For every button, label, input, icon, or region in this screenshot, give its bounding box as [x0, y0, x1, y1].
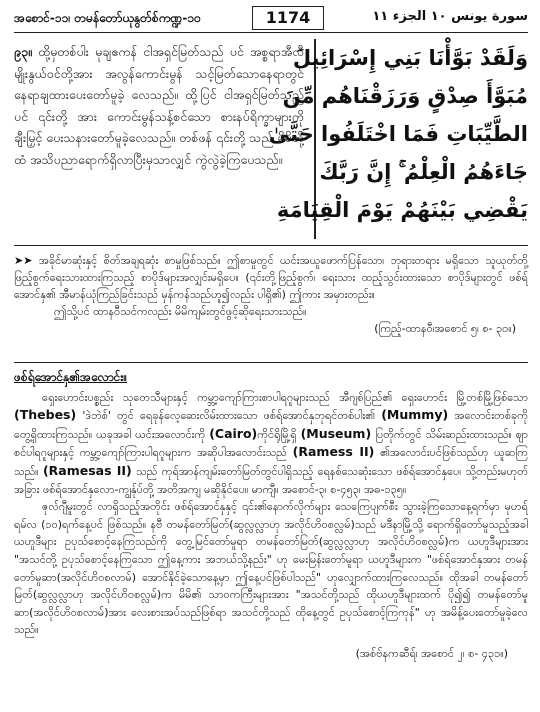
term-cairo: (Cairo): [209, 425, 258, 441]
verse-number: ၉၃။: [14, 44, 32, 59]
page-number: 1174: [252, 6, 324, 30]
text-run: သည် ကုရ်အာန်ကျမ်းတော်မြတ်တွင်ပါရှိသည့် ရေနစ်သေဆုံးသော ဖစ်ရ်အောင်နှပေ၊ သို့တည်းမဟုတ် အခြား ဖစ်ရ်အောင်နှလော-ကျွန်ုပ်တို့ အတိအကျ မဆိုနိုင်ပေ။ မာကျီ။ အစောင်-၃၊ စ-၄၅၃၊ အဓ-၁၃၅။: [14, 464, 529, 496]
commentary-citation: (အစ်ဗ်နကဆီရ်၊ အစောင် ၂၊ စ- ၄၃၁။): [355, 646, 508, 660]
footnote-citation: (ကြည့်-ထာနဝီ၊အစောင် ၅၊ စ- ၃၀။): [374, 322, 516, 335]
double-arrow-icon: ➤➤: [14, 254, 33, 267]
footnote-paragraph: [14, 252, 528, 303]
text-run: 'ဒဲဘဲစ်' တွင် ရေခုန်လေ့ဆေးလိမ်းထားသော ဖစ်ရ်အောင်နှဘုရင်တစ်ပါး၏: [82, 409, 376, 423]
section-title: ဖစ်ရ်အောင်နှ၏အလောင်း။: [14, 370, 128, 384]
page: [14, 6, 528, 706]
term-ramesas: (Ramesas II): [42, 462, 132, 478]
commentary-paragraph-1: [14, 389, 528, 499]
footnote-text: အခိုင်မာဆုံးနှင့် စိတ်အချရဆုံး စာမှုဖြစ်သည်။ ဤစာမှုတွင် ယင်းအယူဖောက်ပြန်သော၊ ဘုရားတရား မရှိသော သူယုတ်တို့ ဖြည့်စွက်ရေးသားထားကြသည့် စာပိုဒ်များအလျှင်းမရှိပေ။ (၎င်းတို့ဖြည့်စွက်၊ ရေးသား ထည့်သွင်းထားသော စာပိုဒ်များတွင် ဖစ်ရ်အောင်နှ၏ အီမာန်ယုံကြည်ခြင်းသည် မှန်ကန်သည်ဟူ၍လည်း ပါရှိ၏) ဤကား အမှားတည်း။: [14, 254, 528, 301]
text-run: ရှေးဟောင်းပစ္စည်း သုတေသီများနှင့် ကမ္ဘာ့ကျော်ကြားစာပါရဂူများသည် အီဂျစ်ပြည်၏ ရှေးဟောင်း မြို့တစ်မြို့ဖြစ်သော: [42, 390, 528, 404]
header-surah-label: سورة يونس ١٠ الجزء ١١: [372, 9, 528, 24]
commentary-paragraph-2: ဇုလ်ဂျီမှုးတွင် လာရှိသည့်အတိုင်း ဖစ်ရ်အောင်နှနှင့် ၎င်း၏နောက်လိုက်များ သေကြေပျက်စီး သွားခဲ့ကြသောနေ့ရက်မှာ မုဟရ်ရမ်လ (၁၀)ရက်နေ့ပင် ဖြစ်သည်။ နဗီ တမန်တော်မြတ်(ဆွလ္လလ္လာဟု အလိုင်ဟိဝစလ္လမ်)သည် မဒီနာမြို့သို့ ရောက်ရှိတော်မူသည့်အခါ ယဟူဒီများ ဥပုသ်စောင့်နေကြသည်ကို တွေ့မြင်တော်မူရာ တမန်တော်မြတ်(ဆွလ္လလ္လာဟု အလိုင်ဟိဝစလ္လမ်)က ယဟူဒီများအား "အသင်တို့ ဥပုသ်စောင့်နေကြသော ဤနေ့ကား အဘယ်သို့နည်း" ဟု မေးမြန်းတော်မူရာ ယဟူဒီများက "ဖစ်ရ်အောင်နှအား တမန်တော်မူဆာ(အလိုင်ဟိဝစလာမ်) အောင်နိုင်ခဲ့သောနေ့မှာ ဤနေ့ပင်ဖြစ်ပါသည်" ဟုလျှောက်ထားကြလေသည်။ ထိုအခါ တမန်တော်မြတ်(ဆွလ္လလ္လာဟု အလိုင်ဟိဝစလ္လမ်)က မိမိ၏ သာဝကကြီးများအား "အသင်တို့သည် ထိုယဟူဒီများထက် ပို၍၍ တမန်တော်မူဆာ(အလိုင်ဟိဝစလာမ်)အား လေးစားအပ်သည်ဖြစ်ရာ အသင်တို့သည် ထိုနေ့တွင် ဥပုသ်စောင့်ကြကုန်" ဟု အမိန့်ပေးတော်မူခဲ့လေသည်။: [14, 500, 528, 637]
arabic-verse: [268, 39, 528, 229]
page-header: [14, 6, 528, 33]
footnotes: [14, 246, 528, 363]
term-ramess: (Ramess II): [292, 444, 375, 460]
verse-translation: [14, 41, 304, 170]
text-run: ပြတိုက်တွင် သိမ်းဆည်းထားသည်။ ဈာစင်ပါရဂူများနှင့် ကမ္ဘာ့ကျော်ကြားပါရဂူများက အဆိုပါအလောင်းသည်: [14, 427, 529, 460]
arabic-line: يَقْضِي بَيْنَهُمْ يَوْمَ الْقِيَامَةِ: [276, 198, 528, 222]
verse-text: ထို့မှတစ်ပါး မုချဧကန် ငါအရှင်မြတ်သည် ပင် အစ္စရာအီလီမျိုးနွယ်ဝင်တို့အား အလွန်ကောင်းမွန် သင့်မြတ်သောနေရာတွင် နေရာချထားပေးတော်မူခဲ့ လေသည်။ ထို့ပြင် ငါအရှင်မြတ်သည်ပင် ၎င်းတို့ အား ကောင်းမွန်သန့်စင်သော စားနပ်ရိက္ခာများကို ချီးမြှင့် ပေးသနားတော်မူခဲ့လေသည်။ တစ်ဖန် ၎င်းတို့ သည် မိမိတို့ထံ အသိပညာရောက်ရှိလာပြီးမှသာလျှင် ကွဲလွဲခဲ့ကြပေသည်။: [14, 44, 304, 167]
arabic-line: مُبَوَّأَ صِدْقٍ وَرَزَقْنَاهُم مِّنَ: [282, 84, 528, 108]
arabic-line: وَلَقَدْ بَوَّأْنَا بَنِي إِسْرَائِيلَ: [292, 46, 528, 70]
header-chapter-label: အစောင်-၁၁၊ တမန်တော်ယုနွတ်စ်ကဏ္ဍ-၁၀: [14, 11, 201, 25]
arabic-line: الطَّيِّبَاتِ فَمَا اخْتَلَفُوا حَتَّىٰ: [268, 122, 528, 146]
text-run: ၏အလောင်းပင်ဖြစ်သည်ဟု ယူဆကြသည်။: [14, 446, 529, 478]
term-museum: (Museum): [300, 425, 372, 441]
commentary-section: [14, 363, 528, 663]
verse-section: [14, 33, 528, 246]
term-thebes: (Thebes): [14, 407, 77, 423]
text-run: ကိုင်ရိုမြို့ရှိ: [257, 427, 297, 441]
term-mummy: (Mummy): [381, 407, 449, 423]
arabic-line: جَاءَهُمُ الْعِلْمُ ۚ إِنَّ رَبَّكَ: [319, 160, 528, 184]
footnote-paragraph-2: ဤသို့ပင် ထာနဝီသင်ကလည်း မိမိကျမ်းတွင်ဖွင့်ဆိုရေးသားသည်။: [54, 305, 307, 318]
text-run: အလောင်းတစ်ခုကို တွေ့ရှိထားကြသည်။ ယခုအခါ ယင်းအလောင်းကို: [14, 409, 528, 441]
